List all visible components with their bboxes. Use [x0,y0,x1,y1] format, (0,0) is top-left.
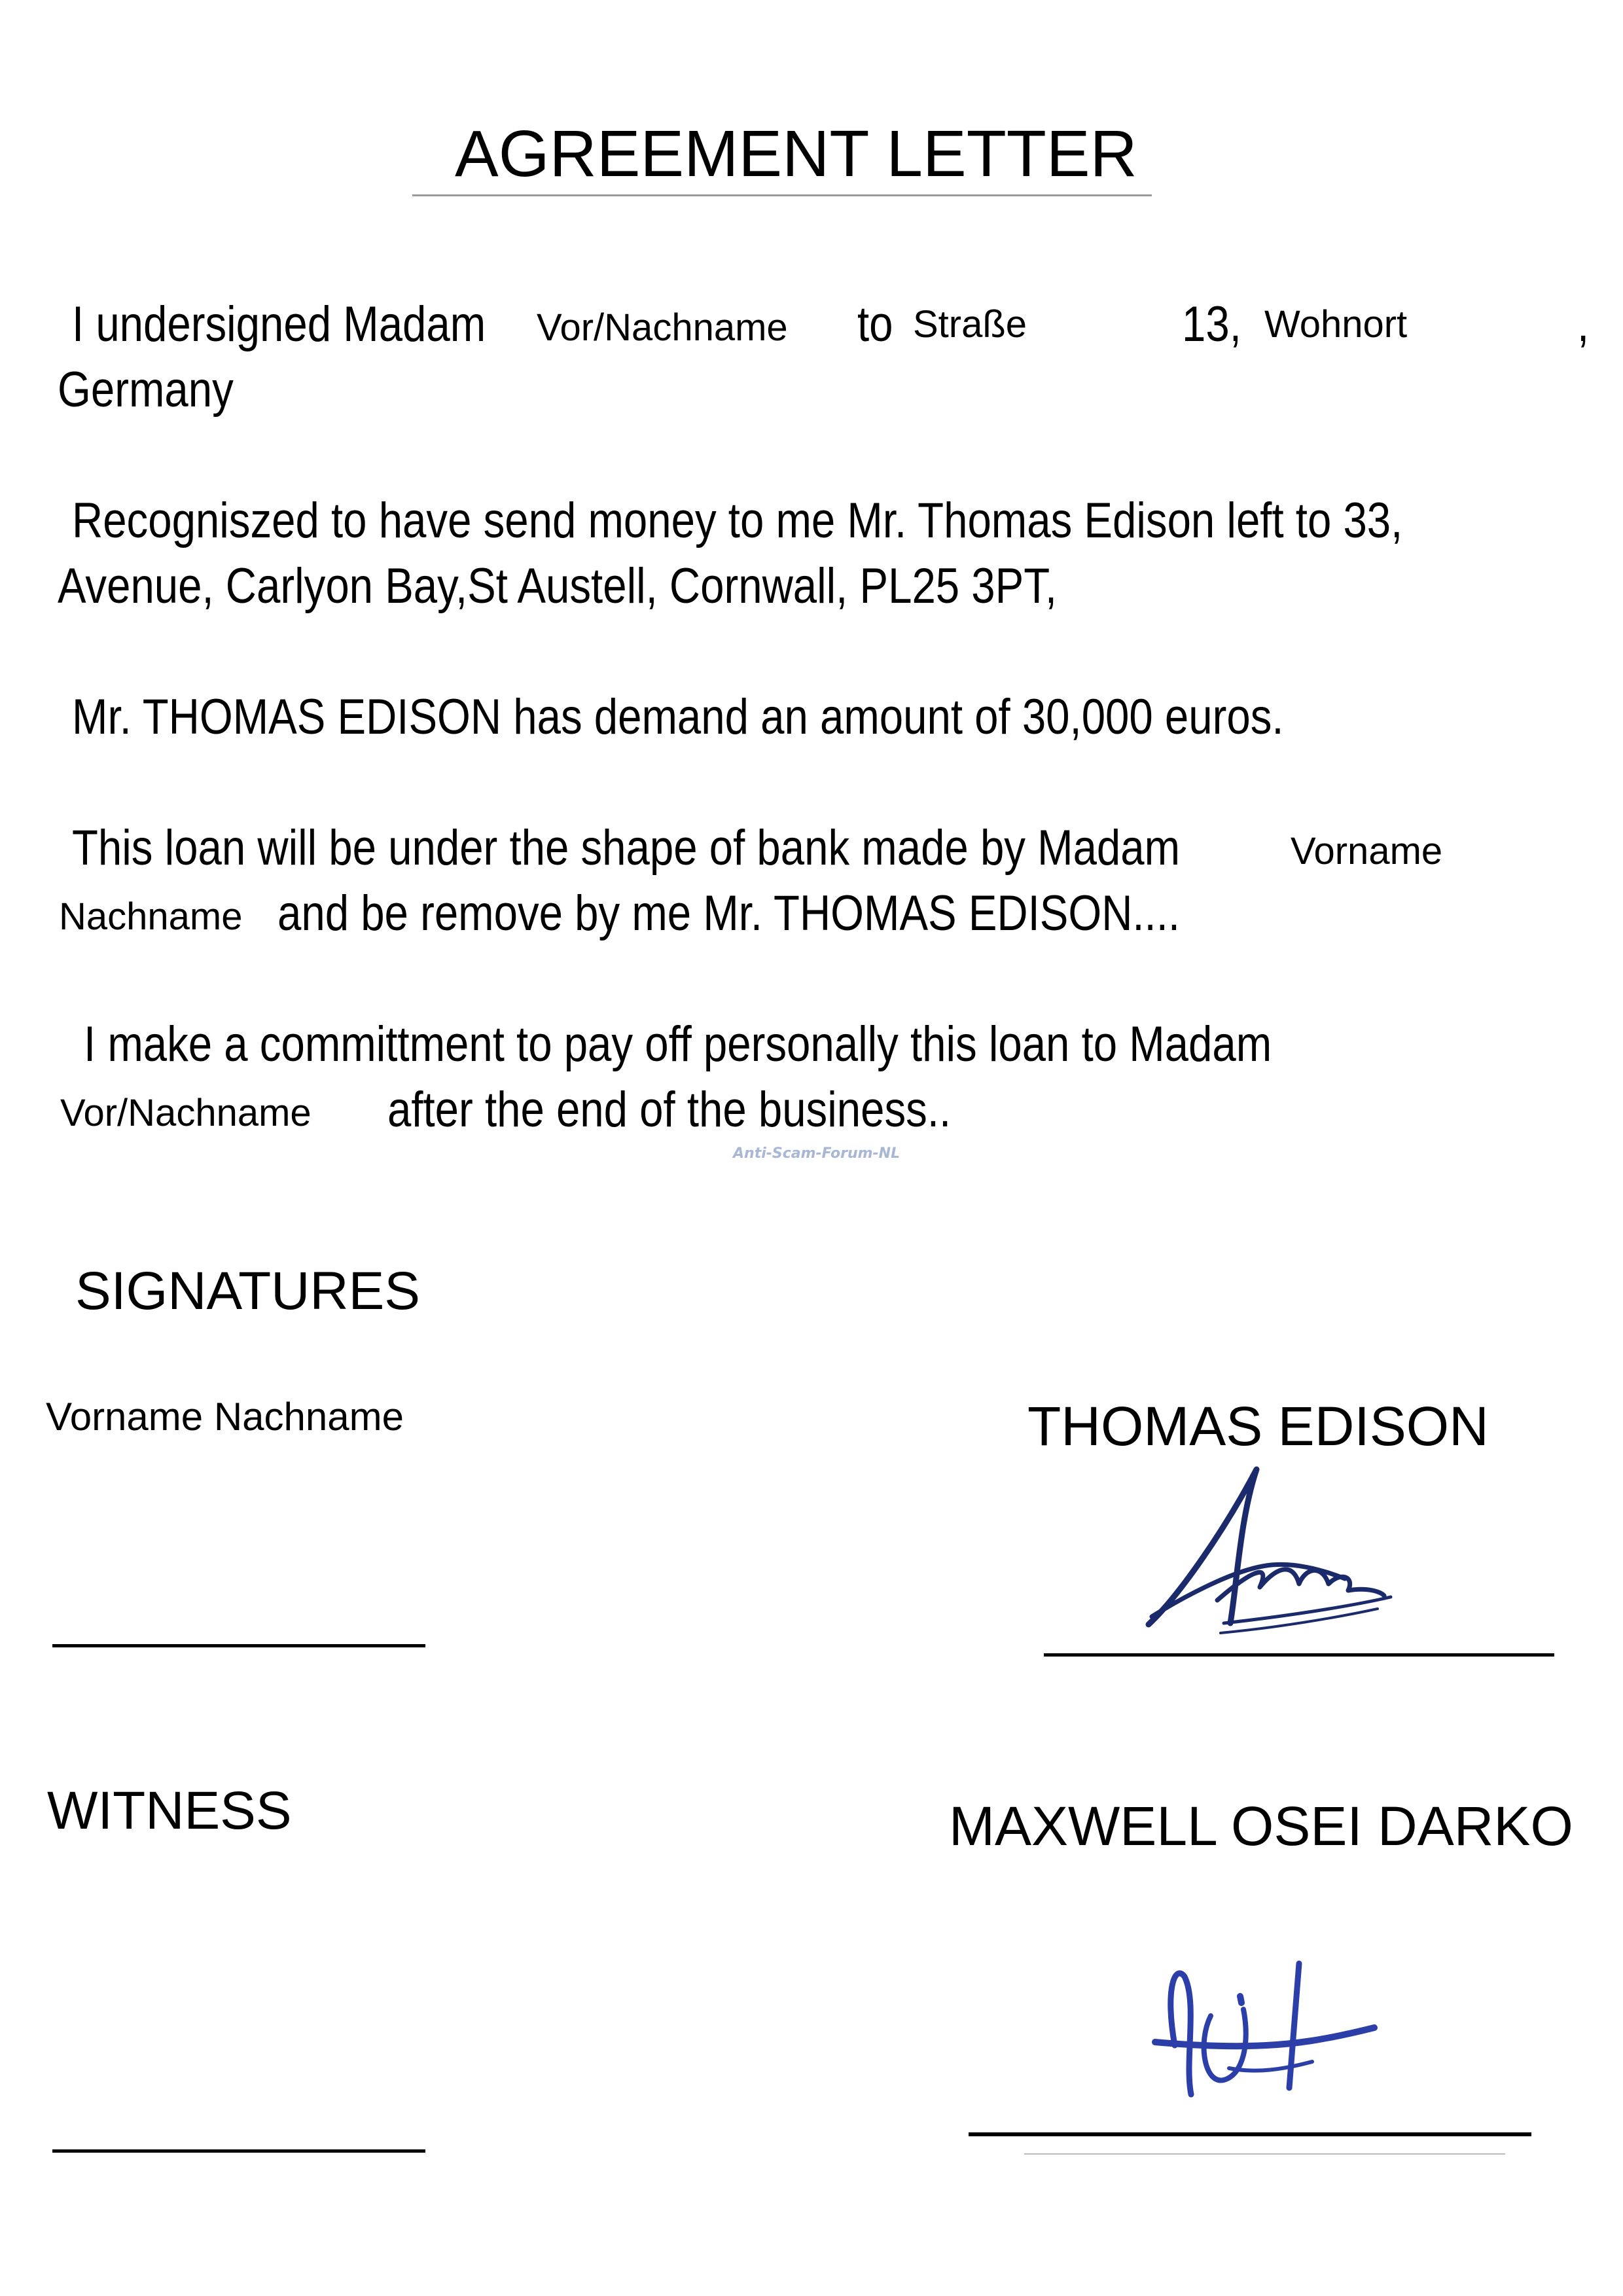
para5-line1: I make a committment to pay off personally this loan to Madam [84,1016,1272,1072]
signatory-name-field: Vorname Nachname [46,1395,404,1439]
last-name-field: Nachname [59,895,243,938]
name-field-2: Vor/Nachname [60,1092,312,1134]
maxwell-osei-darko-name: MAXWELL OSEI DARKO [949,1795,1573,1857]
first-name-field: Vorname [1291,830,1443,872]
street-field: Straße [913,303,1027,346]
signatures-heading: SIGNATURES [75,1261,420,1321]
city-field: Wohnort [1264,303,1408,346]
thomas-edison-name: THOMAS EDISON [1027,1395,1489,1457]
para3-line1: Mr. THOMAS EDISON has demand an amount of 30,000 euros. [72,689,1284,745]
name-field: Vor/Nachname [537,306,788,349]
country: Germany [58,362,234,418]
trailing-comma: , [1577,296,1590,352]
house-number: 13, [1182,296,1241,352]
document-title: AGREEMENT LETTER [455,117,1137,190]
para2-line2: Avenue, Carlyon Bay,St Austell, Cornwall, PL25 3PT, [58,558,1058,614]
para5-line2: after the end of the business.. [387,1082,952,1138]
para1-to: to [857,296,893,352]
signature-line-right-2-shadow [1024,2153,1505,2155]
witness-heading: WITNESS [47,1781,292,1840]
signature-line-left-2 [52,2149,425,2153]
para2-line1: Recogniszed to have send money to me Mr. Thomas Edison left to 33, [72,493,1403,548]
signature-line-right-2 [969,2132,1531,2136]
para1-lead: I undersigned Madam [72,296,486,352]
para4-line1: This loan will be under the shape of bank made by Madam [72,820,1181,876]
watermark: Anti-Scam-Forum-NL [733,1145,901,1162]
para4-line2: and be remove by me Mr. THOMAS EDISON.... [277,886,1181,941]
